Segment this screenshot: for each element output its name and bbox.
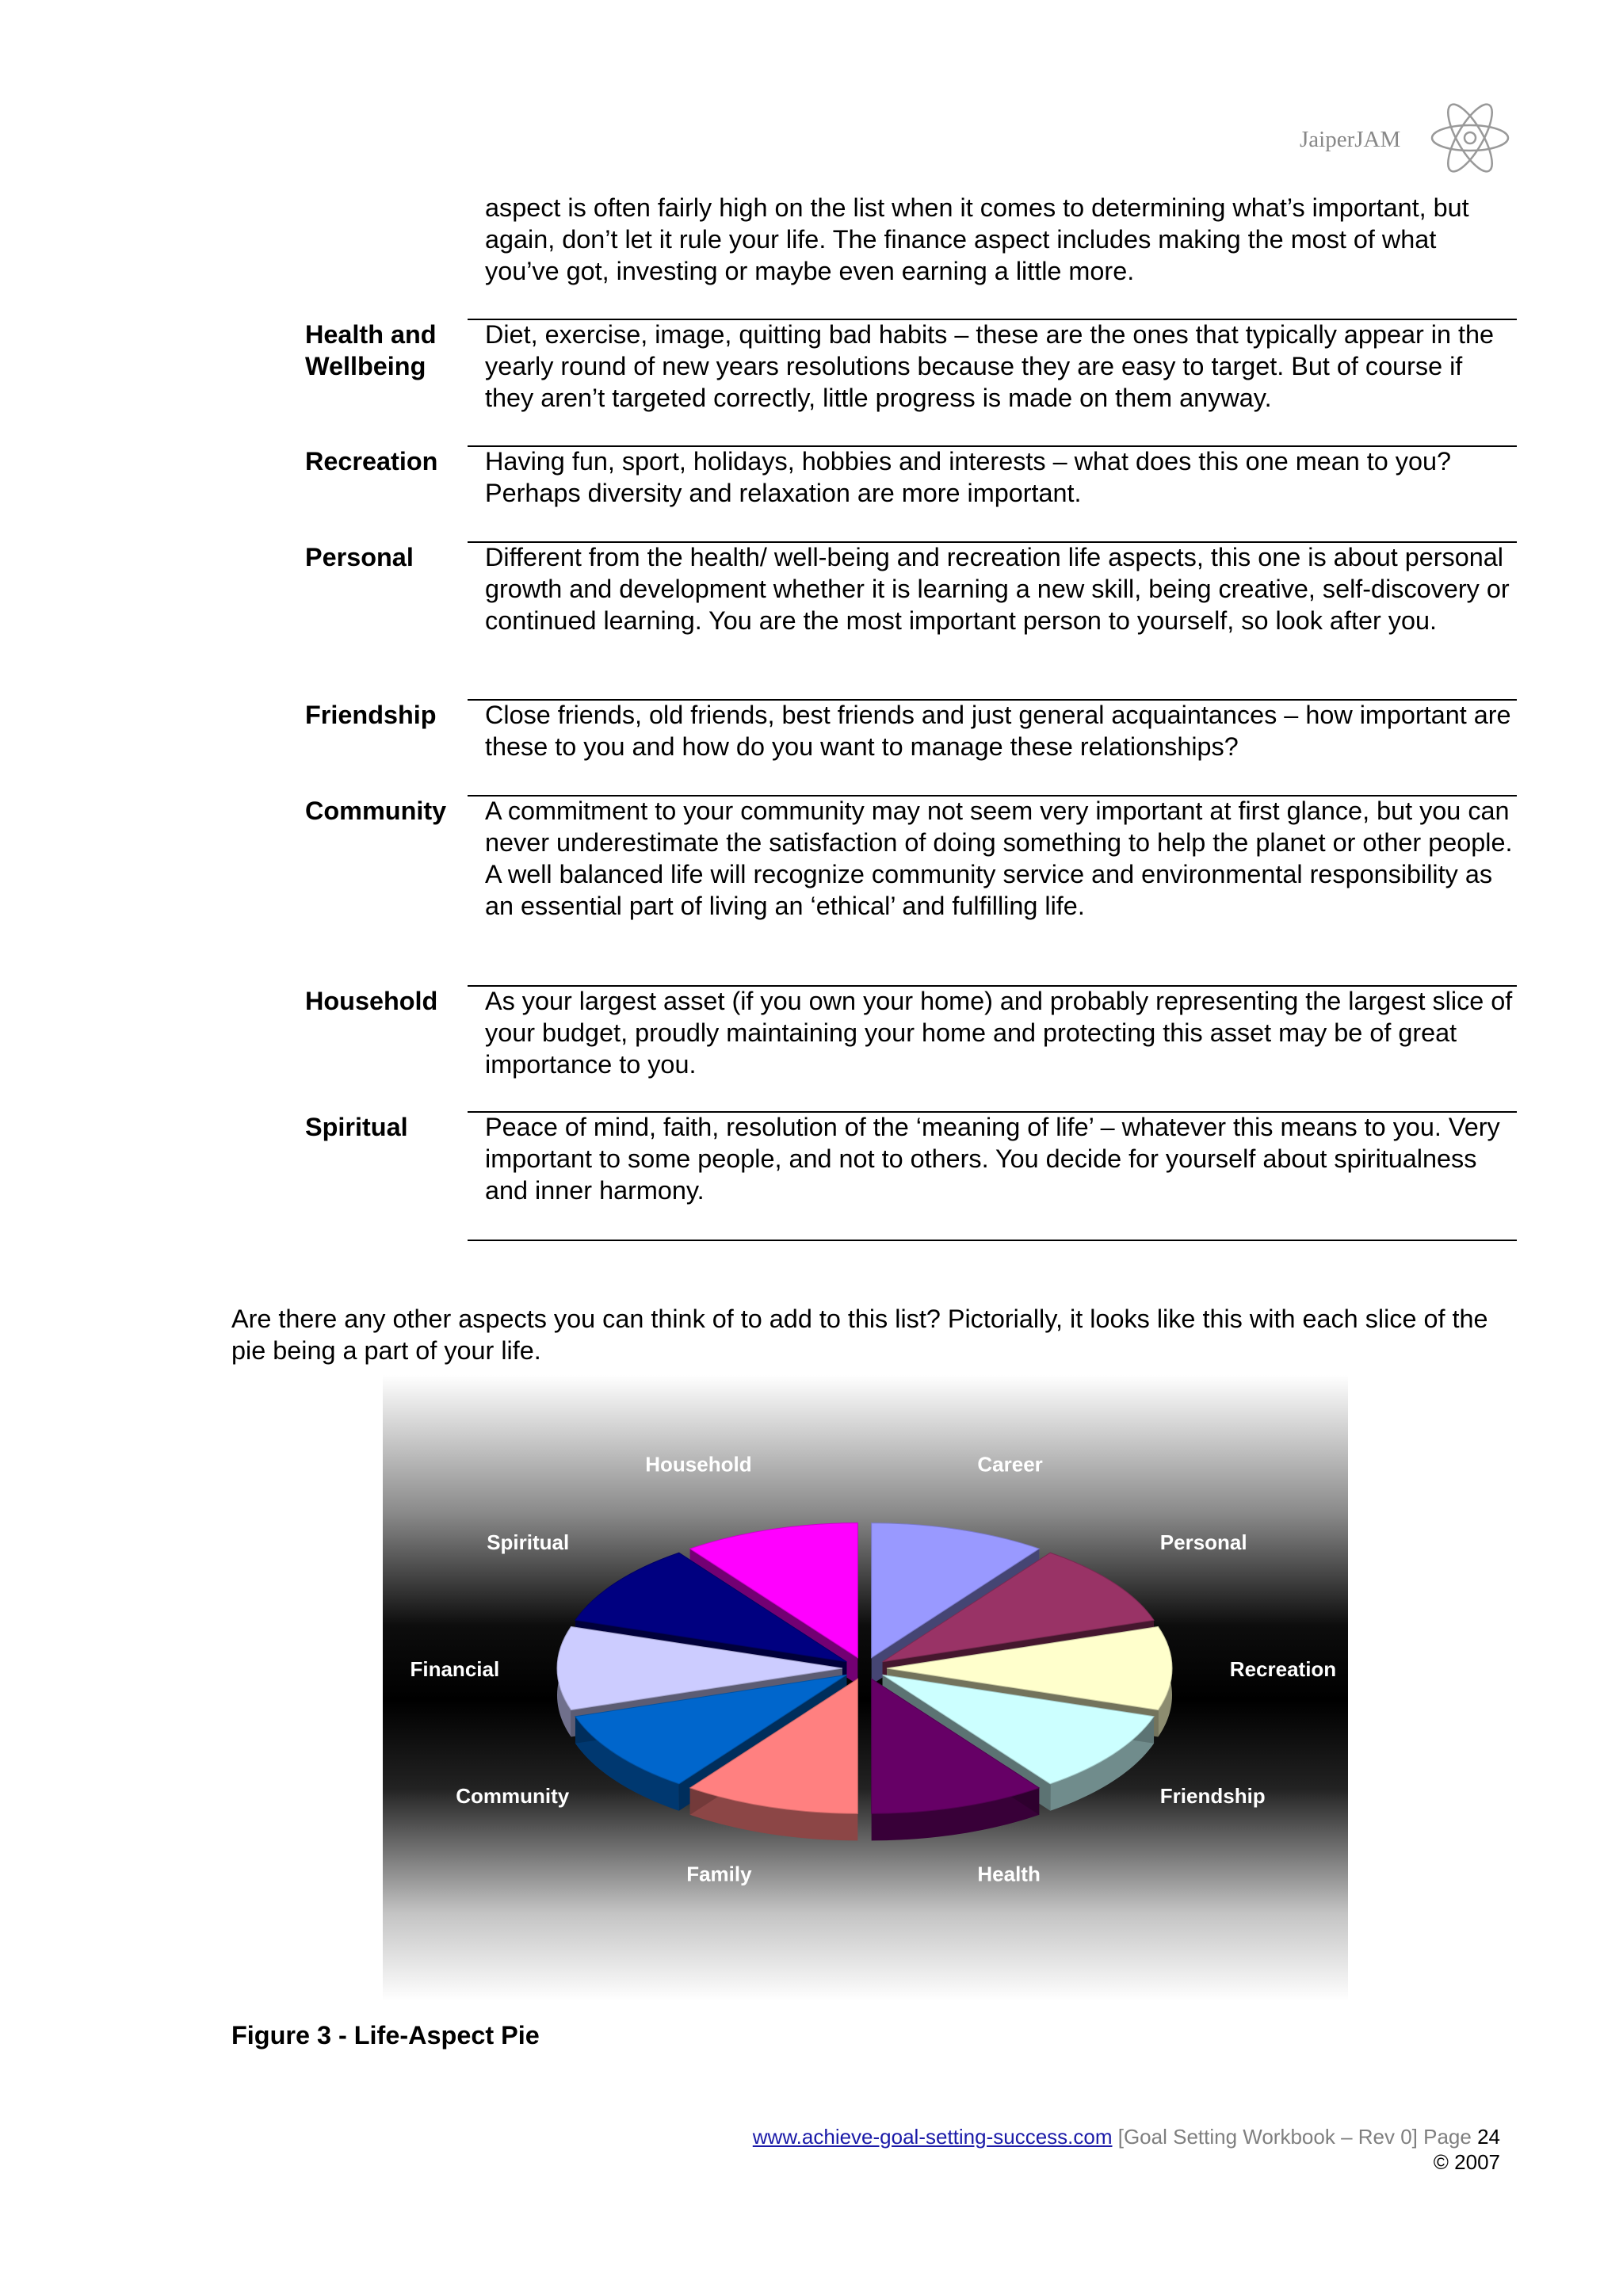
table-bottom-rule — [468, 1240, 1517, 1241]
pie-label-personal: Personal — [1159, 1530, 1247, 1555]
pie-label-financial: Financial — [410, 1657, 500, 1681]
pie-label-family: Family — [686, 1862, 752, 1886]
aspect-label: Health and Wellbeing — [305, 320, 437, 380]
pie-label-community: Community — [456, 1783, 570, 1808]
life-aspect-pie-chart — [383, 1375, 1348, 2001]
atom-icon — [1426, 101, 1514, 181]
pie-label-friendship: Friendship — [1159, 1783, 1266, 1808]
aspect-label: Personal — [305, 543, 414, 571]
page-footer — [634, 2124, 1500, 2175]
aspect-label: Spiritual — [305, 1113, 408, 1141]
logo-text: JaiperJAM — [1300, 127, 1401, 152]
aspect-label: Friendship — [305, 701, 437, 729]
pie-label-spiritual: Spiritual — [487, 1530, 570, 1555]
chart-background — [383, 1375, 1348, 2001]
pie-label-household: Household — [645, 1452, 752, 1477]
aspect-text: Peace of mind, faith, resolution of the ‘meaning of life’ – whatever this means to you. Very important to some people, and not to others. You decide for yourself about spiritualness and inner harmony. — [485, 1113, 1500, 1205]
aspect-label: Household — [305, 987, 438, 1015]
aspect-text: Having fun, sport, holidays, hobbies and interests – what does this one mean to you? Perhaps diversity and relaxation are more important. — [485, 447, 1451, 507]
aspect-text: Close friends, old friends, best friends and just general acquaintances – how important are these to you and how do you want to manage these relationships? — [485, 701, 1511, 761]
pie-label-recreation: Recreation — [1229, 1657, 1337, 1681]
header-logo — [1300, 101, 1514, 181]
aspect-text: Diet, exercise, image, quitting bad habits – these are the ones that typically appear in the yearly round of new years resolutions because they are easy to target. But of course if they aren’t targeted correctly, little progress is made on them anyway. — [485, 320, 1494, 412]
pie-label-career: Career — [977, 1452, 1043, 1477]
figure-caption: Figure 3 - Life-Aspect Pie — [231, 2021, 540, 2050]
aspect-label: Community — [305, 797, 447, 825]
copyright: © 2007 — [1433, 2150, 1500, 2174]
aspect-text: As your largest asset (if you own your home) and probably representing the largest slice of your budget, proudly maintaining your home and protecting this asset may be of great importance to you. — [485, 987, 1513, 1079]
intro-paragraph: Are there any other aspects you can think of to add to this list? Pictorially, it looks like this with each slice of the pie being a part of your life. — [231, 1305, 1488, 1365]
website-link[interactable]: www.achieve-goal-setting-success.com — [752, 2125, 1113, 2149]
page-number: 24 — [1471, 2125, 1500, 2149]
aspect-text: Different from the health/ well-being and recreation life aspects, this one is about personal growth and development whether it is learning a new skill, being creative, self-discovery or continued learning. You are the most important person to yourself, so look after you. — [485, 543, 1510, 635]
aspect-text: A commitment to your community may not seem very important at first glance, but you can never underestimate the satisfaction of doing something to help the planet or other people. A well balanced life will recognize community service and environmental responsibility as an essential part of living an ‘ethical’ and fulfilling life. — [485, 797, 1513, 920]
footer-note: [Goal Setting Workbook – Rev 0] Page — [1112, 2125, 1472, 2149]
continuation-text: aspect is often fairly high on the list when it comes to determining what’s important, but again, don’t let it rule your life. The finance aspect includes making the most of what you’ve got, investing or maybe even earning a little more. — [485, 193, 1469, 285]
aspect-label: Recreation — [305, 447, 438, 476]
pie-label-health: Health — [977, 1862, 1041, 1886]
